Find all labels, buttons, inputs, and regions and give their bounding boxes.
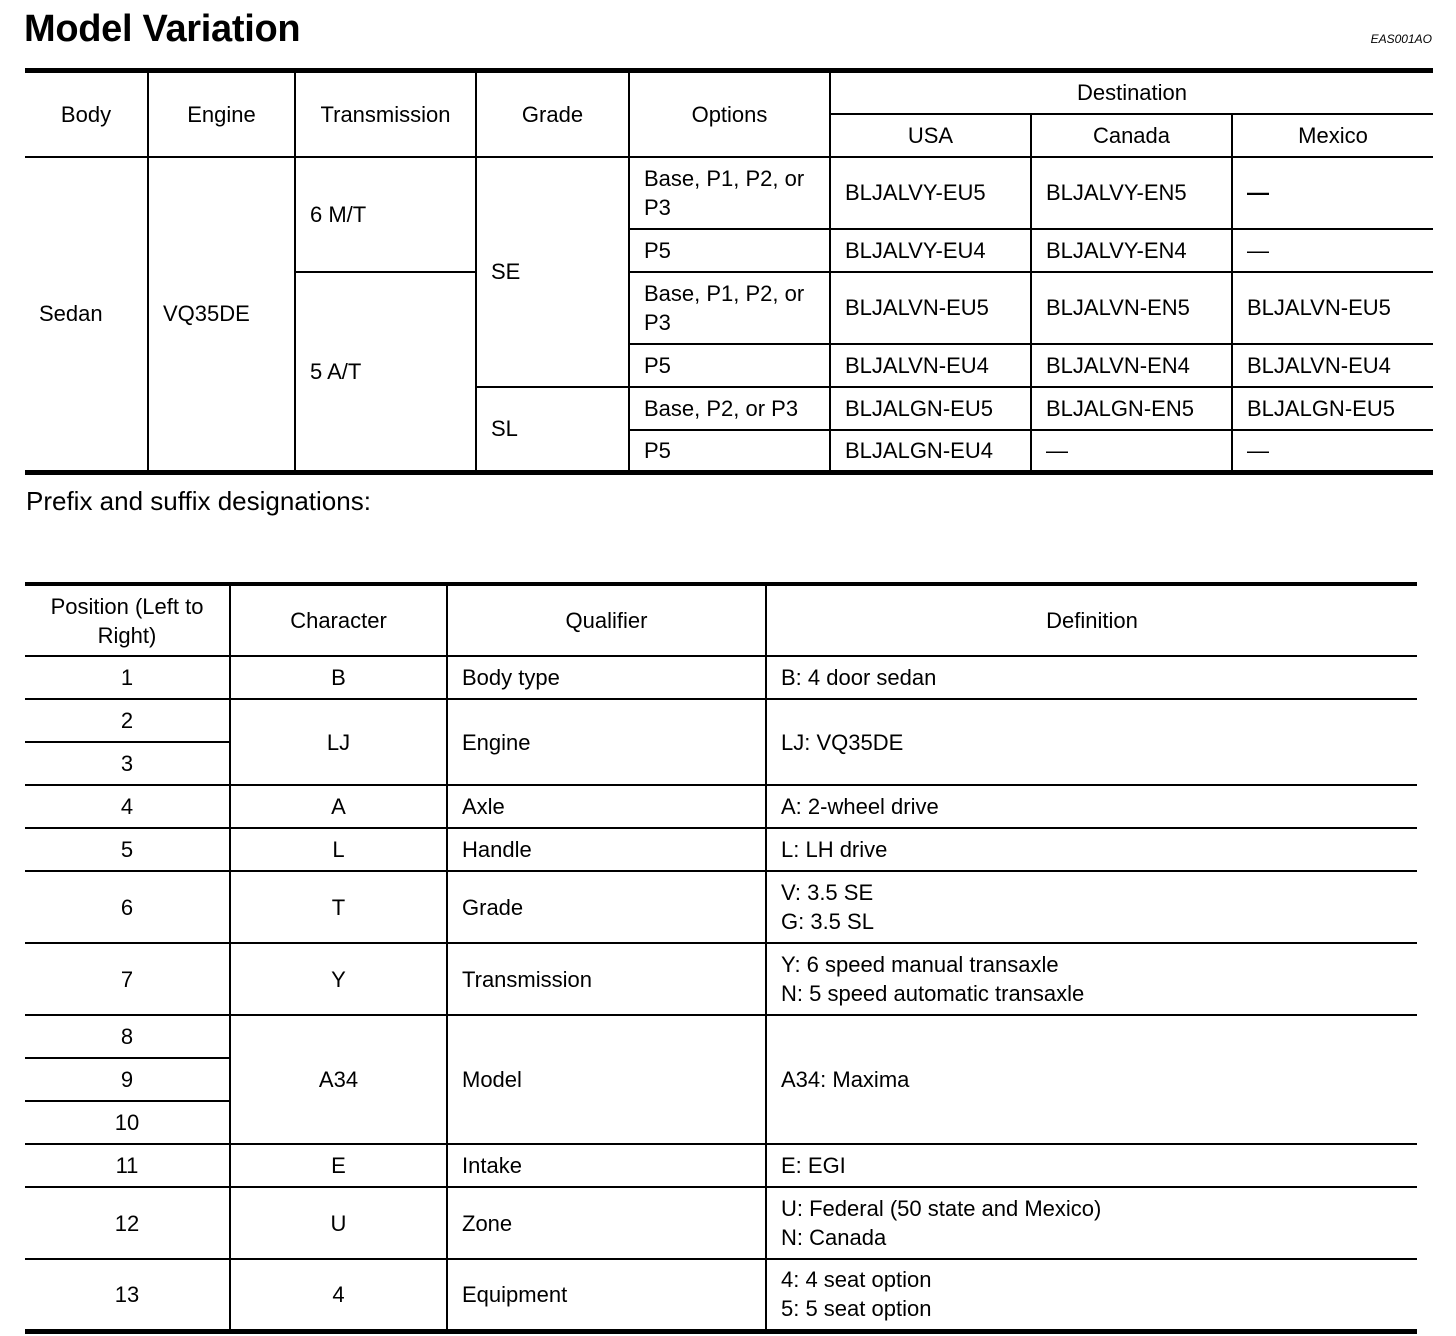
- definition-line: L: LH drive: [781, 837, 888, 862]
- canada-cell: BLJALVY-EN5: [1031, 157, 1232, 229]
- qualifier-cell: Handle: [447, 828, 766, 871]
- character-cell: LJ: [230, 699, 447, 785]
- definition-cell: [766, 1144, 1417, 1187]
- character-cell: A: [230, 785, 447, 828]
- character-cell: B: [230, 656, 447, 699]
- definition-line: V: 3.5 SE: [781, 880, 874, 905]
- designation-table: [25, 582, 1417, 1334]
- qualifier-cell: Model: [447, 1015, 766, 1144]
- position-cell: 5: [25, 828, 230, 871]
- position-cell: 10: [25, 1101, 230, 1144]
- mexico-cell: BLJALVN-EU4: [1232, 344, 1433, 387]
- model-variation-table: [25, 68, 1433, 475]
- position-cell: 8: [25, 1015, 230, 1058]
- transmission-cell: 6 M/T: [295, 157, 476, 272]
- header-destination: Destination: [830, 71, 1433, 114]
- section-subtitle: Prefix and suffix designations:: [26, 486, 371, 516]
- options-cell: P5: [629, 344, 830, 387]
- header-options: Options: [629, 71, 830, 157]
- usa-cell: BLJALVY-EU4: [830, 229, 1031, 272]
- options-cell: Base, P1, P2, or P3: [629, 157, 830, 229]
- qualifier-cell: Zone: [447, 1187, 766, 1259]
- header-transmission: Transmission: [295, 71, 476, 157]
- definition-line: N: 5 speed automatic transaxle: [781, 981, 1085, 1006]
- page-title: Model Variation: [24, 8, 301, 50]
- definition-cell: [766, 699, 1417, 785]
- header-qualifier: Qualifier: [447, 584, 766, 656]
- engine-cell: VQ35DE: [148, 157, 295, 473]
- usa-cell: BLJALGN-EU5: [830, 387, 1031, 430]
- position-cell: 13: [25, 1259, 230, 1331]
- character-cell: Y: [230, 943, 447, 1015]
- canada-cell: BLJALVN-EN5: [1031, 272, 1232, 344]
- character-cell: 4: [230, 1259, 447, 1331]
- definition-line: LJ: VQ35DE: [781, 729, 904, 755]
- usa-cell: BLJALVY-EU5: [830, 157, 1031, 229]
- definition-cell: [766, 1259, 1417, 1331]
- options-cell: P5: [629, 229, 830, 272]
- canada-cell: BLJALGN-EN5: [1031, 387, 1232, 430]
- mexico-cell: —: [1232, 157, 1433, 229]
- qualifier-cell: Body type: [447, 656, 766, 699]
- definition-cell: [766, 871, 1417, 943]
- definition-cell: [766, 1187, 1417, 1259]
- character-cell: E: [230, 1144, 447, 1187]
- character-cell: T: [230, 871, 447, 943]
- mexico-cell: BLJALGN-EU5: [1232, 387, 1433, 430]
- definition-line: E: EGI: [781, 1153, 846, 1178]
- position-cell: 12: [25, 1187, 230, 1259]
- definition-cell: [766, 785, 1417, 828]
- options-cell: Base, P2, or P3: [629, 387, 830, 430]
- qualifier-cell: Grade: [447, 871, 766, 943]
- transmission-cell: 5 A/T: [295, 272, 476, 473]
- definition-line: N: Canada: [781, 1225, 887, 1250]
- position-cell: 2: [25, 699, 230, 742]
- header-grade: Grade: [476, 71, 629, 157]
- mexico-cell: —: [1232, 430, 1433, 473]
- position-cell: 11: [25, 1144, 230, 1187]
- character-cell: A34: [230, 1015, 447, 1144]
- qualifier-cell: Transmission: [447, 943, 766, 1015]
- header-body: Body: [25, 71, 148, 157]
- qualifier-cell: Engine: [447, 699, 766, 785]
- character-cell: U: [230, 1187, 447, 1259]
- definition-line: B: 4 door sedan: [781, 665, 937, 690]
- header-mexico: Mexico: [1232, 114, 1433, 157]
- definition-line: G: 3.5 SL: [781, 909, 874, 934]
- grade-cell: SL: [476, 387, 629, 473]
- document-code: EAS001AO: [1370, 32, 1432, 46]
- header-definition: Definition: [766, 584, 1417, 656]
- qualifier-cell: Equipment: [447, 1259, 766, 1331]
- definition-line: 5: 5 seat option: [781, 1296, 932, 1322]
- position-cell: 1: [25, 656, 230, 699]
- header-engine: Engine: [148, 71, 295, 157]
- canada-cell: —: [1031, 430, 1232, 473]
- definition-line: U: Federal (50 state and Mexico): [781, 1196, 1102, 1221]
- definition-line: 4: 4 seat option: [781, 1267, 932, 1293]
- definition-cell: [766, 1015, 1417, 1144]
- qualifier-cell: Intake: [447, 1144, 766, 1187]
- header-canada: Canada: [1031, 114, 1232, 157]
- qualifier-cell: Axle: [447, 785, 766, 828]
- definition-cell: [766, 656, 1417, 699]
- canada-cell: BLJALVN-EN4: [1031, 344, 1232, 387]
- position-cell: 6: [25, 871, 230, 943]
- mexico-cell: BLJALVN-EU5: [1232, 272, 1433, 344]
- body-cell: Sedan: [25, 157, 148, 473]
- usa-cell: BLJALVN-EU4: [830, 344, 1031, 387]
- header-usa: USA: [830, 114, 1031, 157]
- grade-cell: SE: [476, 157, 629, 387]
- canada-cell: BLJALVY-EN4: [1031, 229, 1232, 272]
- options-cell: P5: [629, 430, 830, 473]
- options-cell: Base, P1, P2, or P3: [629, 272, 830, 344]
- definition-line: Y: 6 speed manual transaxle: [781, 952, 1059, 977]
- position-cell: 7: [25, 943, 230, 1015]
- position-cell: 9: [25, 1058, 230, 1101]
- header-position: Position (Left to Right): [25, 584, 230, 656]
- usa-cell: BLJALGN-EU4: [830, 430, 1031, 473]
- definition-line: A: 2-wheel drive: [781, 794, 939, 819]
- usa-cell: BLJALVN-EU5: [830, 272, 1031, 344]
- definition-line: A34: Maxima: [781, 1067, 910, 1092]
- header-character: Character: [230, 584, 447, 656]
- mexico-cell: —: [1232, 229, 1433, 272]
- position-cell: 3: [25, 742, 230, 785]
- definition-cell: [766, 828, 1417, 871]
- position-cell: 4: [25, 785, 230, 828]
- definition-cell: [766, 943, 1417, 1015]
- character-cell: L: [230, 828, 447, 871]
